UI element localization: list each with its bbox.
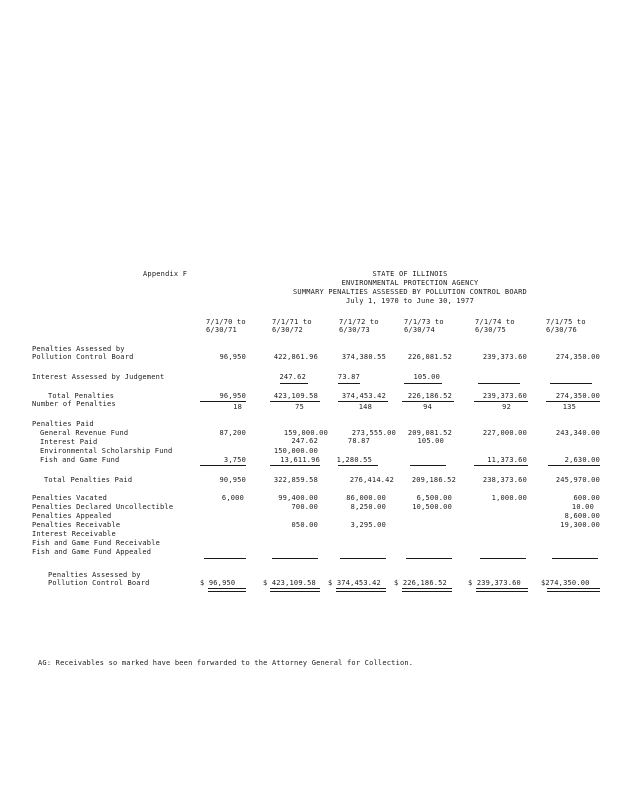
- appendix-label: Appendix F: [143, 270, 188, 278]
- cell-final: $ 96,950: [200, 579, 236, 587]
- cell-uncollectible: 10,500.00: [412, 503, 452, 511]
- cell-total-paid: 90,950: [219, 476, 246, 484]
- cell-uncollectible: 10.00: [571, 503, 594, 511]
- cell-total-paid: 238,373.60: [482, 476, 527, 484]
- cell-vacated: 6,500.00: [416, 494, 452, 502]
- footnote: AG: Receivables so marked have been forwarded to the Attorney General for Collection.: [38, 659, 414, 667]
- cell-fish: 11,373.60: [487, 456, 527, 464]
- double-underline: [547, 588, 600, 592]
- underline: [200, 465, 246, 466]
- cell-vacated: 86,000.00: [346, 494, 386, 502]
- label-final-2: Pollution Control Board: [48, 579, 150, 587]
- period-to: 6/30/72: [272, 326, 303, 334]
- cell-general: 159,000.00: [283, 429, 328, 437]
- cell-interest: 73.87: [337, 373, 360, 381]
- underline: [474, 401, 528, 402]
- label-general: General Revenue Fund: [40, 429, 129, 437]
- period-from: 7/1/75 to: [546, 318, 586, 326]
- label-paid: Penalties Paid: [32, 420, 94, 428]
- cell-general: 209,081.52: [407, 429, 452, 437]
- underline: [546, 401, 600, 402]
- underline: [474, 465, 528, 466]
- underline: [270, 401, 320, 402]
- period-to: 6/30/71: [206, 326, 237, 334]
- cell-general: 243,340.00: [555, 429, 600, 437]
- underline: [338, 383, 360, 384]
- cell-total-paid: 276,414.42: [349, 476, 394, 484]
- cell-assessed: 422,861.96: [273, 353, 318, 361]
- underline: [204, 558, 246, 559]
- double-underline: [402, 588, 452, 592]
- cell-interest-paid: 78.87: [347, 437, 370, 445]
- underline: [406, 558, 452, 559]
- underline: [272, 558, 318, 559]
- cell-total-penalties: 423,109.58: [273, 392, 318, 400]
- period-from: 7/1/72 to: [339, 318, 379, 326]
- cell-general: 227,000.00: [482, 429, 527, 437]
- underline: [200, 401, 246, 402]
- cell-number: 18: [233, 403, 242, 411]
- period-from: 7/1/70 to: [206, 318, 246, 326]
- cell-appealed: 8,600.00: [564, 512, 600, 520]
- cell-vacated: 600.00: [573, 494, 600, 502]
- label-final: Penalties Assessed by: [48, 571, 141, 579]
- label-total-paid: Total Penalties Paid: [44, 476, 133, 484]
- underline: [402, 401, 454, 402]
- label-interest-paid: Interest Paid: [40, 438, 98, 446]
- underline: [548, 465, 600, 466]
- period-to: 6/30/76: [546, 326, 577, 334]
- state-name: STATE OF ILLINOIS: [372, 270, 448, 278]
- label-vacated: Penalties Vacated: [32, 494, 108, 502]
- agency-name: ENVIRONMENTAL PROTECTION AGENCY: [341, 279, 479, 287]
- period-to: 6/30/74: [404, 326, 435, 334]
- label-interest-receivable: Interest Receivable: [32, 530, 116, 538]
- cell-final: $ 374,453.42: [328, 579, 381, 587]
- label-total-penalties: Total Penalties: [48, 392, 115, 400]
- cell-uncollectible: 700.00: [291, 503, 318, 511]
- cell-number: 148: [358, 403, 372, 411]
- double-underline: [208, 588, 246, 592]
- underline: [480, 558, 526, 559]
- label-appealed: Penalties Appealed: [32, 512, 112, 520]
- cell-total-penalties: 374,453.42: [341, 392, 386, 400]
- cell-total-penalties: 96,950: [219, 392, 246, 400]
- period-from: 7/1/73 to: [404, 318, 444, 326]
- label-scholarship: Environmental Scholarship Fund: [40, 447, 173, 455]
- underline: [552, 558, 598, 559]
- cell-final: $ 226,186.52: [394, 579, 447, 587]
- cell-fish: 2,630.00: [564, 456, 600, 464]
- underline: [338, 401, 388, 402]
- underline: [550, 383, 592, 384]
- cell-final: $274,350.00: [541, 579, 590, 587]
- label-uncollectible: Penalties Declared Uncollectible: [32, 503, 174, 511]
- cell-total-paid: 209,186.52: [411, 476, 456, 484]
- report-range: July 1, 1970 to June 30, 1977: [345, 297, 475, 305]
- period-from: 7/1/74 to: [475, 318, 515, 326]
- period-to: 6/30/73: [339, 326, 370, 334]
- double-underline: [336, 588, 386, 592]
- label-assessed: Penalties Assessed by: [32, 345, 125, 353]
- label-receivable: Penalties Receivable: [32, 521, 121, 529]
- underline: [270, 465, 320, 466]
- underline: [478, 383, 520, 384]
- double-underline: [270, 588, 320, 592]
- cell-interest: 247.62: [279, 373, 306, 381]
- label-fish-appealed: Fish and Game Fund Appealed: [32, 548, 152, 556]
- cell-total-paid: 245,970.00: [555, 476, 600, 484]
- cell-fish: 13,611.96: [280, 456, 320, 464]
- period-to: 6/30/75: [475, 326, 506, 334]
- label-interest: Interest Assessed by Judgement: [32, 373, 165, 381]
- cell-interest-paid: 105.00: [417, 437, 444, 445]
- label-fish-receivable: Fish and Game Fund Receivable: [32, 539, 161, 547]
- cell-general: 87,200: [219, 429, 246, 437]
- period-from: 7/1/71 to: [272, 318, 312, 326]
- cell-number: 135: [562, 403, 576, 411]
- label-fish: Fish and Game Fund: [40, 456, 120, 464]
- cell-number: 92: [502, 403, 511, 411]
- underline: [404, 383, 442, 384]
- double-underline: [476, 588, 528, 592]
- underline: [340, 558, 386, 559]
- cell-interest-paid: 247.62: [291, 437, 318, 445]
- cell-number: 75: [295, 403, 304, 411]
- label-number: Number of Penalties: [32, 400, 116, 408]
- underline: [280, 383, 308, 384]
- cell-total-penalties: 274,350.00: [555, 392, 600, 400]
- cell-interest: 105.00: [413, 373, 440, 381]
- cell-receivable: 050.00: [291, 521, 318, 529]
- cell-fish: 3,750: [223, 456, 246, 464]
- cell-fish: 1,280.55: [336, 456, 372, 464]
- underline: [338, 465, 378, 466]
- cell-total-penalties: 239,373.60: [482, 392, 527, 400]
- cell-vacated: 6,000: [221, 494, 244, 502]
- cell-receivable: 3,295.00: [350, 521, 386, 529]
- underline: [410, 465, 446, 466]
- cell-total-penalties: 226,186.52: [407, 392, 452, 400]
- cell-receivable: 19,300.00: [560, 521, 600, 529]
- cell-assessed: 226,081.52: [407, 353, 452, 361]
- cell-vacated: 99,400.00: [278, 494, 318, 502]
- cell-uncollectible: 8,250.00: [350, 503, 386, 511]
- cell-assessed: 96,950: [219, 353, 246, 361]
- report-title: SUMMARY PENALTIES ASSESSED BY POLLUTION CONTROL BOARD: [293, 288, 527, 296]
- cell-total-paid: 322,859.58: [273, 476, 318, 484]
- cell-scholarship: 150,000.00: [273, 447, 318, 455]
- cell-final: $ 239,373.60: [468, 579, 521, 587]
- cell-vacated: 1,000.00: [491, 494, 527, 502]
- cell-assessed: 374,380.55: [341, 353, 386, 361]
- cell-assessed: 274,350.00: [555, 353, 600, 361]
- label-assessed-2: Pollution Control Board: [32, 353, 134, 361]
- cell-assessed: 239,373.60: [482, 353, 527, 361]
- cell-number: 94: [423, 403, 432, 411]
- cell-final: $ 423,109.58: [263, 579, 316, 587]
- cell-general: 273,555.00: [351, 429, 396, 437]
